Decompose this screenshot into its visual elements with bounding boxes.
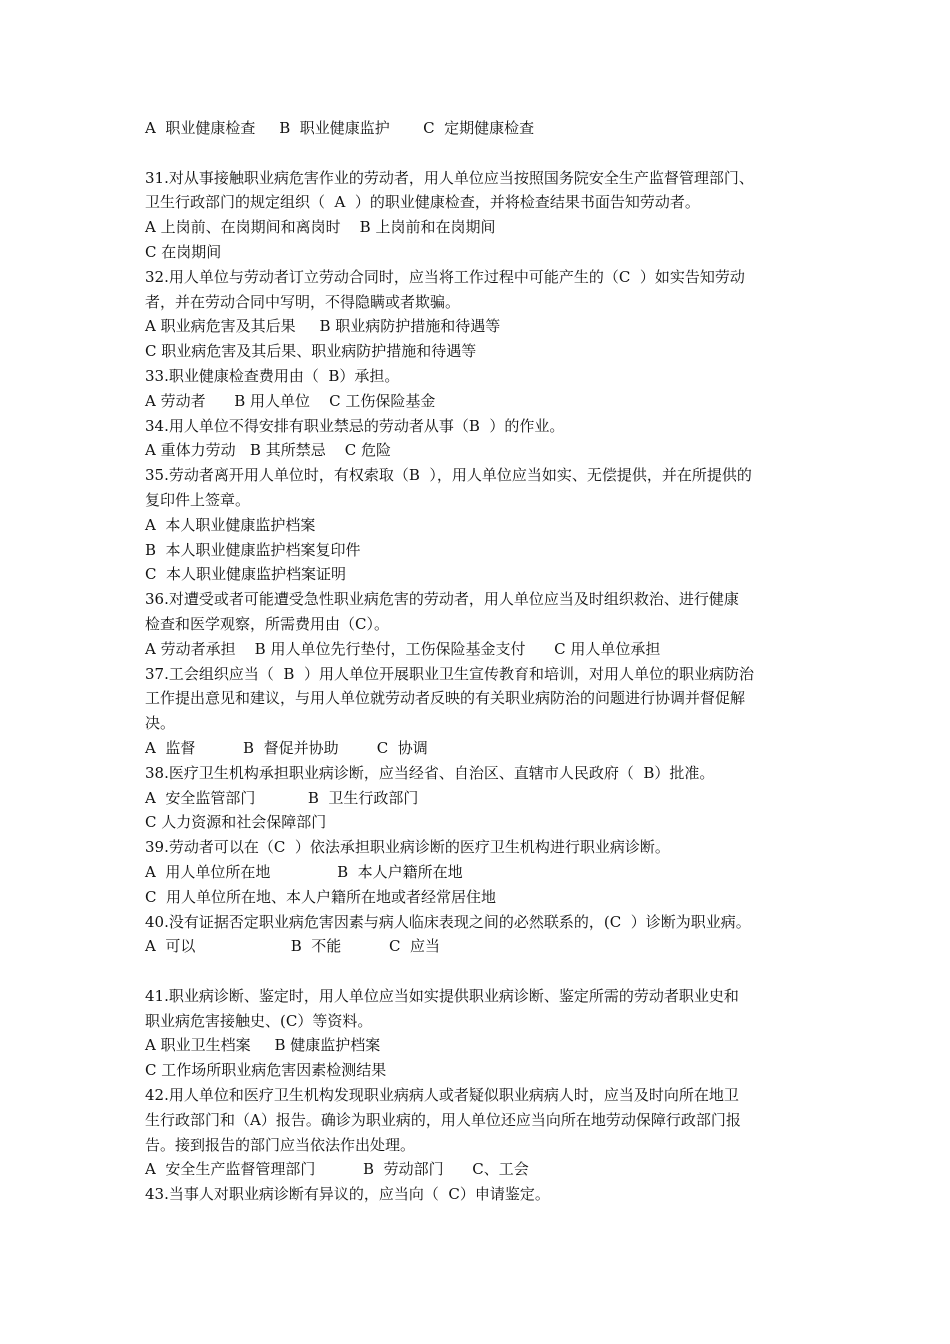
question-38-line: 38.医疗卫生机构承担职业病诊断，应当经省、自治区、直辖市人民政府（ B）批准。 [145,763,715,782]
option-line: B 本人职业健康监护档案复印件 [145,540,361,559]
question-39-line: 39.劳动者可以在（C ）依法承担职业病诊断的医疗卫生机构进行职业病诊断。 [145,838,670,857]
text-line: 检查和医学观察，所需费用由（C）。 [145,614,389,633]
question-33-line: 33.职业健康检查费用由（ B）承担。 [145,366,400,385]
text-line: 卫生行政部门的规定组织（ A ）的职业健康检查，并将检查结果书面告知劳动者。 [145,193,700,212]
text-line: 生行政部门和（A）报告。确诊为职业病的，用人单位还应当向所在地劳动保障行政部门报 [145,1110,741,1129]
option-line: C 在岗期间 [145,242,222,261]
option-line: A 职业卫生档案 B 健康监护档案 [145,1036,381,1055]
option-line: C 人力资源和社会保障部门 [145,813,327,832]
option-line: A 可以 B 不能 C 应当 [145,937,440,956]
text-line: 者，并在劳动合同中写明，不得隐瞒或者欺骗。 [145,292,461,311]
option-line: A 职业病危害及其后果 B 职业病防护措施和待遇等 [145,317,501,336]
blank-line [145,141,815,166]
option-line: C 本人职业健康监护档案证明 [145,565,347,584]
option-line: A 劳动者承担 B 用人单位先行垫付，工伤保险基金支付 C 用人单位承担 [145,639,661,658]
text-line: 职业病危害接触史、(C）等资料。 [145,1011,373,1030]
text-line: 工作提出意见和建议，与用人单位就劳动者反映的有关职业病防治的问题进行协调并督促解 [145,689,746,708]
text-line: 告。接到报告的部门应当依法作出处理。 [145,1135,416,1154]
question-40-line: 40.没有证据否定职业病危害因素与病人临床表现之间的必然联系的，(C ）诊断为职业病。 [145,912,751,931]
option-line: C 工作场所职业病危害因素检测结果 [145,1061,387,1080]
question-32-line: 32.用人单位与劳动者订立劳动合同时，应当将工作过程中可能产生的（C ）如实告知劳动 [145,267,745,286]
option-line: A 用人单位所在地 B 本人户籍所在地 [145,862,463,881]
blank-line [145,959,815,984]
question-35-line: 35.劳动者离开用人单位时，有权索取（B ），用人单位应当如实、无偿提供，并在所提供的 [145,466,752,485]
question-36-line: 36.对遭受或者可能遭受急性职业病危害的劳动者，用人单位应当及时组织救治、进行健康 [145,590,739,609]
question-42-line: 42.用人单位和医疗卫生机构发现职业病病人或者疑似职业病病人时，应当及时向所在地卫 [145,1086,739,1105]
option-line: C 职业病危害及其后果、职业病防护措施和待遇等 [145,342,477,361]
text-line: 决。 [145,714,176,733]
question-43-line: 43.当事人对职业病诊断有异议的，应当向（ C）申请鉴定。 [145,1185,550,1204]
question-41-line: 41.职业病诊断、鉴定时，用人单位应当如实提供职业病诊断、鉴定所需的劳动者职业史和 [145,986,739,1005]
question-31-line: 31.对从事接触职业病危害作业的劳动者，用人单位应当按照国务院安全生产监督管理部门、 [145,168,754,187]
option-line: C 用人单位所在地、本人户籍所在地或者经常居住地 [145,887,497,906]
option-line: A 安全监管部门 B 卫生行政部门 [145,788,419,807]
document-page [145,116,815,1207]
text-line: A 职业健康检查 B 职业健康监护 C 定期健康检查 [145,119,535,137]
option-line: A 上岗前、在岗期间和离岗时 B 上岗前和在岗期间 [145,218,496,237]
question-34-line: 34.用人单位不得安排有职业禁忌的劳动者从事（B ）的作业。 [145,416,565,435]
option-line: A 重体力劳动 B 其所禁忌 C 危险 [145,441,392,460]
option-line: A 劳动者 B 用人单位 C 工伤保险基金 [145,391,436,410]
text-line: 复印件上签章。 [145,490,251,509]
option-line: A 安全生产监督管理部门 B 劳动部门 C、工会 [145,1160,529,1179]
option-line: A 本人职业健康监护档案 [145,515,316,534]
question-37-line: 37.工会组织应当（ B ）用人单位开展职业卫生宣传教育和培训，对用人单位的职业病防治 [145,664,754,683]
option-line: A 监督 B 督促并协助 C 协调 [145,738,428,757]
